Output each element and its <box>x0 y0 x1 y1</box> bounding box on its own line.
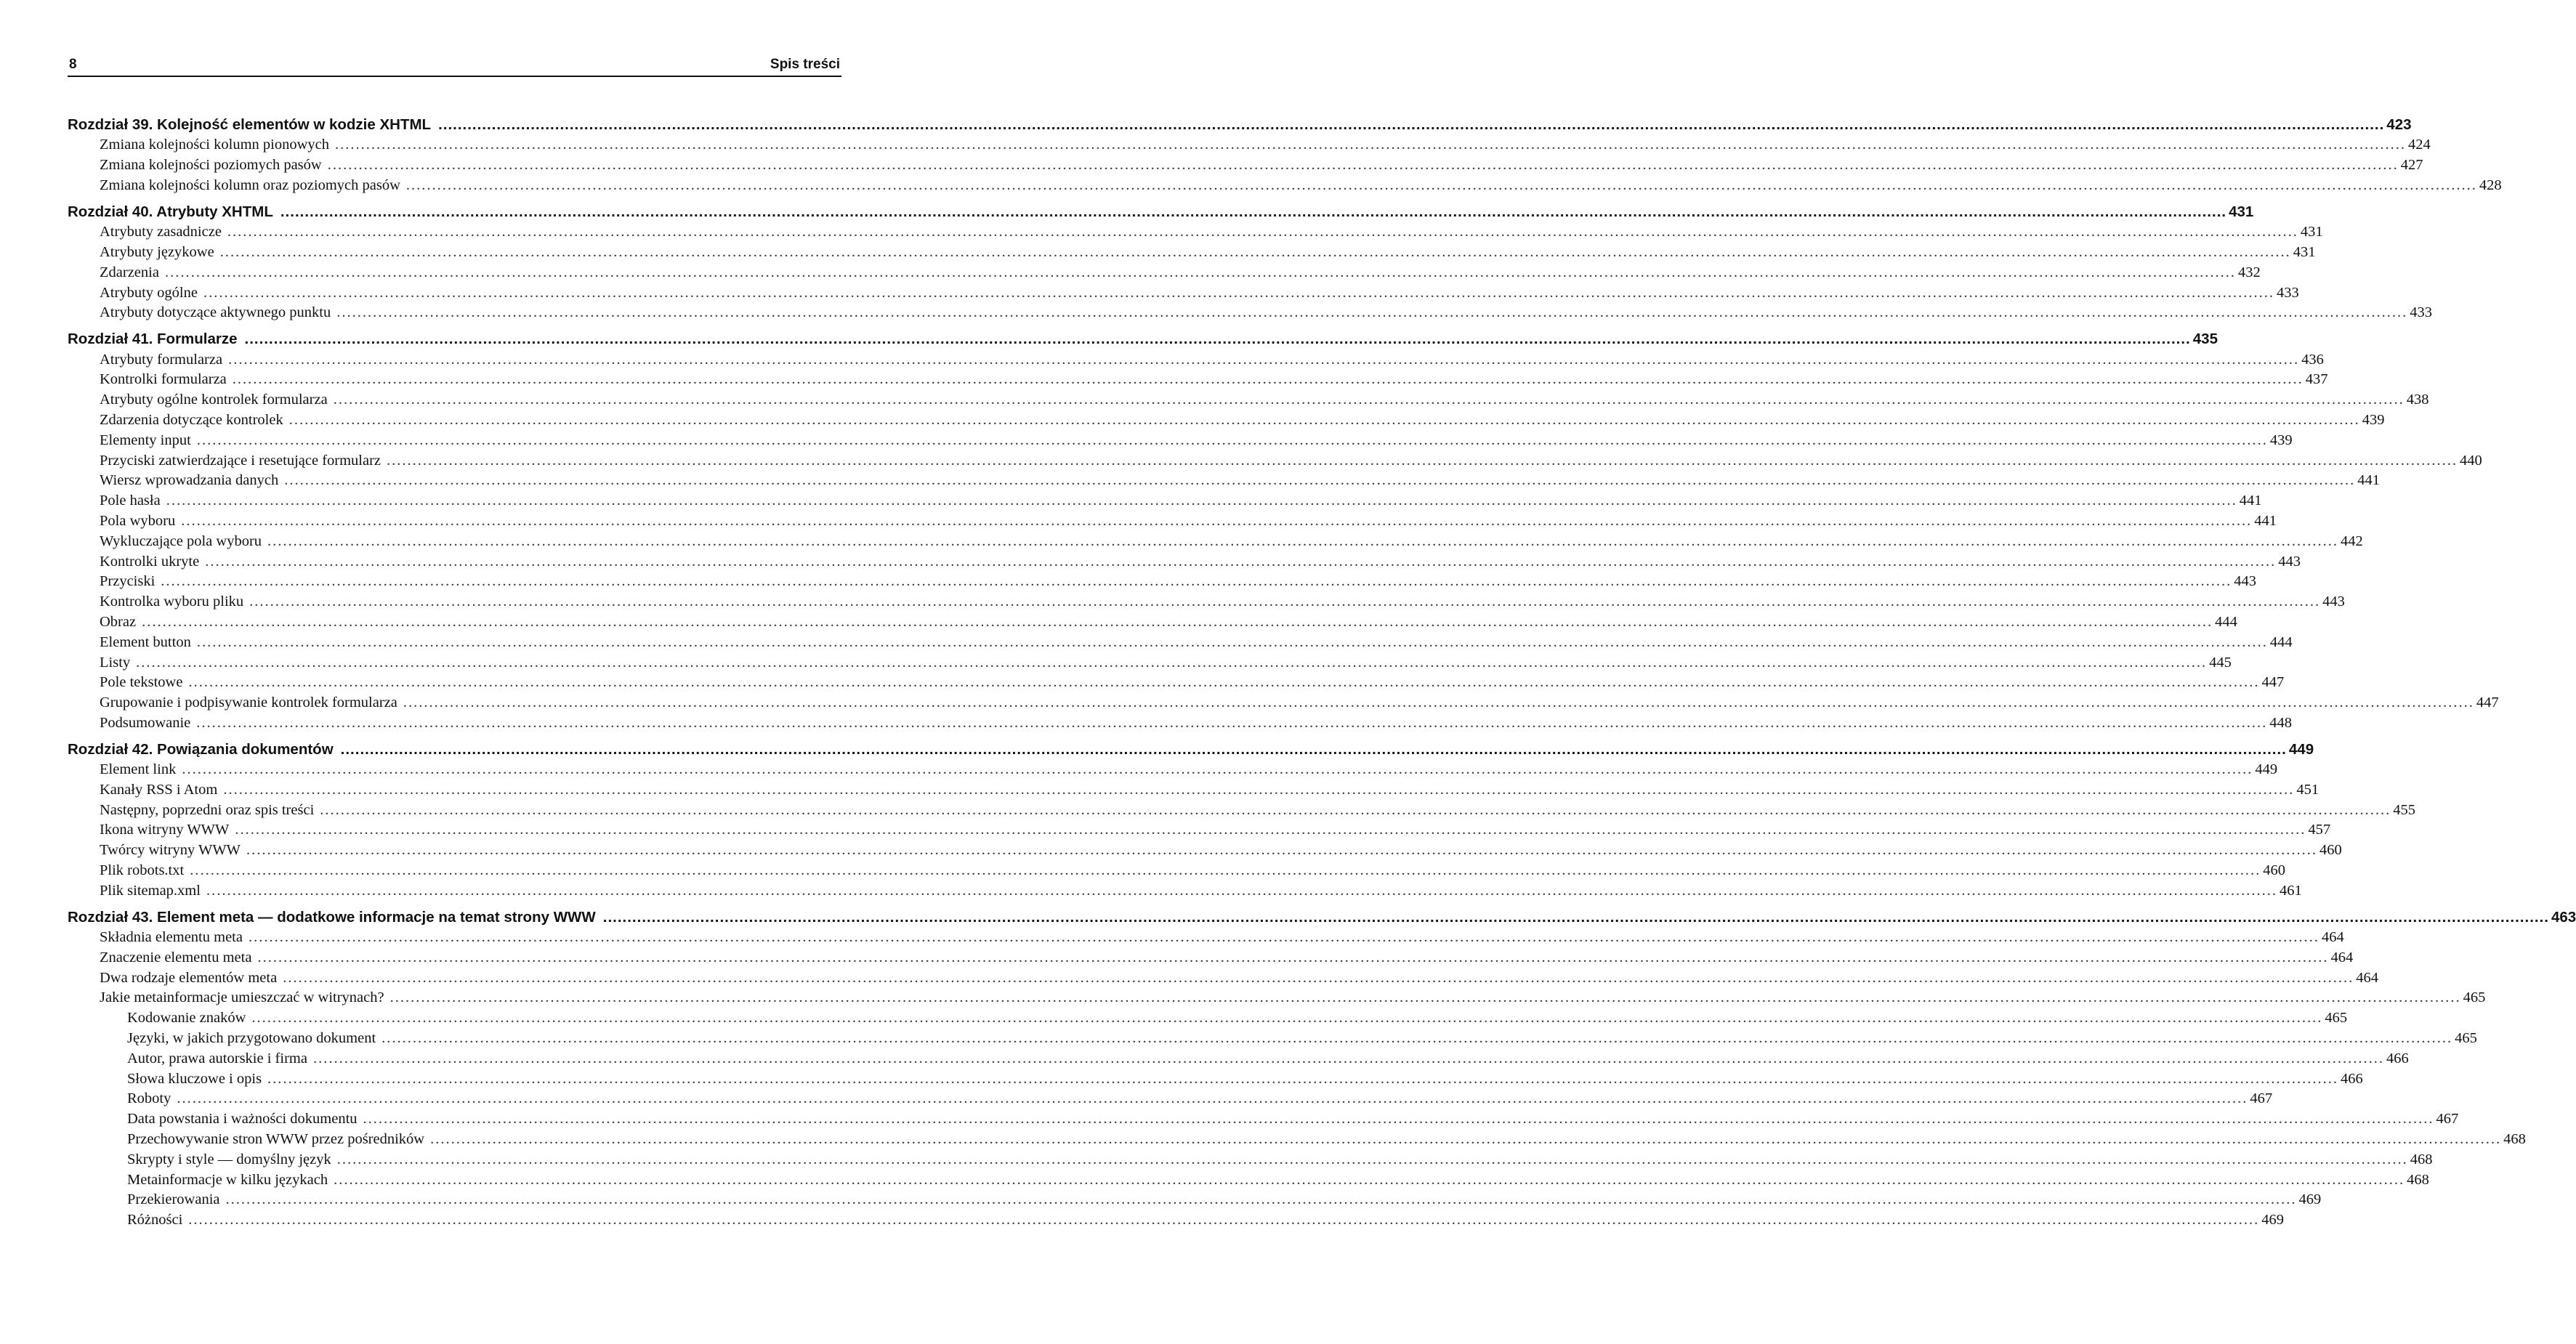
toc-section-entry <box>68 451 2482 471</box>
toc-section-entry <box>68 155 2423 176</box>
dot-leader: ................................................................................................................................................................................................................................................................................................................................................................................................................ <box>235 822 2306 838</box>
toc-section-entry <box>68 968 2378 989</box>
dot-leader: ................................................................................................................................................................................................................................................................................................................................................................................................................ <box>182 761 2253 778</box>
toc-entry-page: 439 <box>2269 432 2293 448</box>
dot-leader: ................................................................................................................................................................................................................................................................................................................................................................................................................ <box>136 654 2208 671</box>
dot-leader: ................................................................................................................................................................................................................................................................................................................................................................................................................ <box>246 842 2318 859</box>
toc-entry-page: 460 <box>2263 862 2285 879</box>
toc-entry-page: 432 <box>2237 264 2261 280</box>
toc-section-entry <box>68 713 2293 734</box>
toc-section-entry <box>68 948 2354 968</box>
dot-leader: ................................................................................................................................................................................................................................................................................................................................................................................................................ <box>166 493 2237 509</box>
toc-entry-page: 467 <box>2436 1111 2459 1128</box>
toc-entry-title: Elementy input <box>100 432 191 448</box>
dot-leader: ................................................................................................................................................................................................................................................................................................................................................................................................................ <box>363 1111 2434 1128</box>
toc-entry-page: 427 <box>2400 157 2423 174</box>
toc-entry-title: Przyciski <box>100 573 156 590</box>
toc-entry-page: 445 <box>2209 654 2232 671</box>
toc-entry-title: Pole tekstowe <box>100 674 183 691</box>
page-number: 8 <box>69 57 77 72</box>
toc-section-entry <box>68 760 2278 780</box>
toc-section-entry <box>68 283 2299 304</box>
dot-leader: ................................................................................................................................................................................................................................................................................................................................................................................................................ <box>327 157 2399 174</box>
toc-entry-title: Podsumowanie <box>100 714 191 731</box>
toc-entry-title: Kodowanie znaków <box>127 1010 246 1027</box>
dot-leader: ................................................................................................................................................................................................................................................................................................................................................................................................................ <box>205 553 2277 570</box>
toc-section-entry <box>68 861 2285 881</box>
dot-leader: ................................................................................................................................................................................................................................................................................................................................................................................................................ <box>225 1191 2297 1208</box>
toc-entry-title: Pola wyboru <box>100 512 176 529</box>
dot-leader: ................................................................................................................................................................................................................................................................................................................................................................................................................ <box>333 392 2405 408</box>
toc-entry-page: 442 <box>2341 533 2363 549</box>
toc-section-entry <box>68 176 2502 196</box>
toc-section-entry <box>68 1029 2477 1049</box>
toc-entry-title: Rozdział 39. Kolejność elementów w kodzie XHTML <box>68 116 432 133</box>
dot-leader: ................................................................................................................................................................................................................................................................................................................................................................................................................ <box>336 304 2408 321</box>
toc-section-entry <box>68 881 2302 902</box>
dot-leader: ................................................................................................................................................................................................................................................................................................................................................................................................................ <box>403 695 2474 711</box>
dot-leader: ................................................................................................................................................................................................................................................................................................................................................................................................................ <box>223 781 2295 798</box>
toc-entry-page: 457 <box>2308 822 2331 838</box>
toc-section-entry <box>68 592 2345 612</box>
toc-entry-page: 438 <box>2406 392 2429 408</box>
toc-entry-title: Atrybuty językowe <box>100 243 214 260</box>
toc-entry-page: 449 <box>2255 761 2278 778</box>
dot-leader: ................................................................................................................................................................................................................................................................................................................................................................................................................ <box>312 1050 2384 1066</box>
dot-leader: ................................................................................................................................................................................................................................................................................................................................................................................................................ <box>142 613 2213 630</box>
toc-entry-page: 467 <box>2250 1090 2273 1107</box>
toc-entry-title: Atrybuty ogólne kontrolek formularza <box>100 392 328 408</box>
toc-entry-title: Skrypty i style — domyślny język <box>127 1151 331 1167</box>
dot-leader: ................................................................................................................................................................................................................................................................................................................................................................................................................ <box>196 714 2268 731</box>
toc-section-entry <box>68 801 2416 821</box>
toc-entry-title: Listy <box>100 654 131 671</box>
toc-entry-title: Rozdział 42. Powiązania dokumentów <box>68 740 334 758</box>
toc-entry-page: 469 <box>2298 1191 2322 1208</box>
toc-entry-title: Słowa kluczowe i opis <box>127 1070 262 1087</box>
dot-leader: ................................................................................................................................................................................................................................................................................................................................................................................................................ <box>334 1171 2405 1188</box>
dot-leader: ................................................................................................................................................................................................................................................................................................................................................................................................................ <box>602 908 2549 926</box>
table-of-contents <box>68 114 2576 1231</box>
dot-leader: ................................................................................................................................................................................................................................................................................................................................................................................................................ <box>335 137 2406 153</box>
toc-section-entry <box>68 1150 2433 1170</box>
toc-section-entry <box>68 612 2237 633</box>
toc-chapter-entry <box>68 201 2254 222</box>
header-rule <box>68 76 841 77</box>
toc-entry-title: Autor, prawa autorskie i firma <box>127 1050 307 1066</box>
toc-section-entry <box>68 572 2257 592</box>
dot-leader: ................................................................................................................................................................................................................................................................................................................................................................................................................ <box>381 1030 2453 1047</box>
toc-section-entry <box>68 471 2380 491</box>
dot-leader: ................................................................................................................................................................................................................................................................................................................................................................................................................ <box>227 224 2298 240</box>
toc-section-entry <box>68 1089 2273 1109</box>
toc-entry-page: 468 <box>2410 1151 2433 1167</box>
toc-entry-page: 447 <box>2476 695 2499 711</box>
toc-entry-title: Metainformacje w kilku językach <box>127 1171 328 1188</box>
toc-entry-page: 436 <box>2301 351 2324 368</box>
toc-section-entry <box>68 431 2293 451</box>
toc-entry-title: Pole hasła <box>100 493 161 509</box>
toc-entry-title: Atrybuty ogólne <box>100 284 198 301</box>
toc-entry-page: 423 <box>2386 116 2412 133</box>
dot-leader: ................................................................................................................................................................................................................................................................................................................................................................................................................ <box>267 533 2339 549</box>
toc-entry-title: Atrybuty formularza <box>100 351 223 368</box>
toc-entry-page: 443 <box>2322 594 2345 610</box>
toc-entry-page: 465 <box>2325 1010 2348 1027</box>
toc-entry-title: Znaczenie elementu meta <box>100 949 252 966</box>
toc-entry-page: 463 <box>2551 908 2576 926</box>
toc-section-entry <box>68 135 2431 155</box>
toc-entry-title: Plik robots.txt <box>100 862 185 879</box>
dot-leader: ................................................................................................................................................................................................................................................................................................................................................................................................................ <box>267 1070 2339 1087</box>
toc-section-entry <box>68 988 2486 1008</box>
toc-entry-title: Różności <box>127 1212 183 1228</box>
toc-entry-title: Kontrolka wyboru pliku <box>100 594 244 610</box>
toc-section-entry <box>68 1170 2429 1191</box>
toc-entry-title: Zmiana kolejności kolumn pionowych <box>100 137 329 153</box>
dot-leader: ................................................................................................................................................................................................................................................................................................................................................................................................................ <box>164 264 2236 280</box>
dot-leader: ................................................................................................................................................................................................................................................................................................................................................................................................................ <box>244 331 2191 348</box>
toc-chapter-entry <box>68 114 2412 135</box>
toc-entry-page: 466 <box>2386 1050 2409 1066</box>
dot-leader: ................................................................................................................................................................................................................................................................................................................................................................................................................ <box>228 351 2300 368</box>
toc-entry-page: 455 <box>2393 801 2416 818</box>
toc-section-entry <box>68 780 2319 801</box>
toc-entry-page: 431 <box>2300 224 2323 240</box>
running-title: Spis treści <box>770 57 840 72</box>
dot-leader: ................................................................................................................................................................................................................................................................................................................................................................................................................ <box>248 929 2319 946</box>
dot-leader: ................................................................................................................................................................................................................................................................................................................................................................................................................ <box>284 472 2356 489</box>
toc-entry-page: 441 <box>2357 472 2380 489</box>
toc-section-entry <box>68 390 2429 410</box>
toc-entry-page: 443 <box>2278 553 2301 570</box>
dot-leader: ................................................................................................................................................................................................................................................................................................................................................................................................................ <box>280 203 2227 220</box>
dot-leader: ................................................................................................................................................................................................................................................................................................................................................................................................................ <box>288 411 2360 428</box>
toc-entry-page: 441 <box>2239 493 2262 509</box>
toc-entry-page: 461 <box>2279 882 2302 899</box>
toc-entry-page: 444 <box>2215 613 2237 630</box>
dot-leader: ................................................................................................................................................................................................................................................................................................................................................................................................................ <box>249 594 2321 610</box>
toc-entry-title: Rozdział 41. Formularze <box>68 331 238 348</box>
dot-leader: ................................................................................................................................................................................................................................................................................................................................................................................................................ <box>206 882 2277 899</box>
toc-entry-title: Następny, poprzedni oraz spis treści <box>100 801 315 818</box>
toc-section-entry <box>68 653 2232 673</box>
dot-leader: ................................................................................................................................................................................................................................................................................................................................................................................................................ <box>257 949 2329 966</box>
toc-entry-page: 443 <box>2234 573 2257 590</box>
toc-entry-title: Zmiana kolejności poziomych pasów <box>100 157 322 174</box>
toc-chapter-entry <box>68 739 2314 760</box>
toc-entry-page: 464 <box>2330 949 2354 966</box>
dot-leader: ................................................................................................................................................................................................................................................................................................................................................................................................................ <box>190 862 2261 879</box>
toc-entry-page: 433 <box>2410 304 2432 321</box>
toc-entry-title: Przechowywanie stron WWW przez pośredników <box>127 1131 425 1148</box>
toc-section-entry <box>68 263 2261 283</box>
dot-leader: ................................................................................................................................................................................................................................................................................................................................................................................................................ <box>232 371 2304 388</box>
toc-entry-page: 449 <box>2288 740 2314 758</box>
toc-section-entry <box>68 303 2432 323</box>
toc-chapter-entry <box>68 907 2576 928</box>
toc-entry-title: Ikona witryny WWW <box>100 822 230 838</box>
toc-entry-page: 444 <box>2269 633 2293 650</box>
toc-entry-title: Wykluczające pola wyboru <box>100 533 262 549</box>
toc-entry-title: Obraz <box>100 613 137 630</box>
toc-section-entry <box>68 841 2342 861</box>
toc-entry-title: Kontrolki formularza <box>100 371 227 388</box>
toc-entry-title: Wiersz wprowadzania danych <box>100 472 279 489</box>
toc-section-entry <box>68 693 2499 713</box>
dot-leader: ................................................................................................................................................................................................................................................................................................................................................................................................................ <box>177 1090 2248 1107</box>
toc-entry-page: 447 <box>2261 674 2285 691</box>
dot-leader: ................................................................................................................................................................................................................................................................................................................................................................................................................ <box>188 1212 2260 1228</box>
toc-entry-page: 440 <box>2460 452 2482 469</box>
toc-entry-page: 466 <box>2341 1070 2363 1087</box>
toc-entry-page: 431 <box>2293 243 2316 260</box>
toc-entry-title: Składnia elementu meta <box>100 929 243 946</box>
toc-entry-title: Zdarzenia <box>100 264 159 280</box>
toc-section-entry <box>68 1210 2285 1231</box>
toc-entry-title: Jakie metainformacje umieszczać w witrynach? <box>100 989 384 1006</box>
toc-section-entry <box>68 820 2331 841</box>
dot-leader: ................................................................................................................................................................................................................................................................................................................................................................................................................ <box>196 432 2268 448</box>
toc-section-entry <box>68 1190 2322 1210</box>
toc-section-entry <box>68 552 2301 572</box>
toc-entry-title: Element button <box>100 633 191 650</box>
dot-leader: ................................................................................................................................................................................................................................................................................................................................................................................................................ <box>181 512 2253 529</box>
toc-entry-page: 441 <box>2254 512 2277 529</box>
toc-entry-title: Dwa rodzaje elementów meta <box>100 969 278 986</box>
toc-entry-page: 437 <box>2305 371 2328 388</box>
toc-entry-page: 424 <box>2408 137 2431 153</box>
toc-section-entry <box>68 673 2285 693</box>
toc-entry-title: Kanały RSS i Atom <box>100 781 218 798</box>
toc-entry-page: 431 <box>2229 203 2254 220</box>
toc-entry-page: 451 <box>2296 781 2319 798</box>
toc-entry-page: 469 <box>2261 1212 2285 1228</box>
toc-section-entry <box>68 350 2324 371</box>
toc-entry-title: Grupowanie i podpisywanie kontrolek formularza <box>100 695 397 711</box>
toc-entry-title: Plik sitemap.xml <box>100 882 201 899</box>
toc-entry-title: Data powstania i ważności dokumentu <box>127 1111 358 1128</box>
toc-entry-page: 468 <box>2503 1131 2526 1148</box>
toc-entry-page: 428 <box>2479 177 2502 193</box>
toc-chapter-entry <box>68 328 2218 349</box>
toc-section-entry <box>68 370 2328 390</box>
toc-entry-title: Element link <box>100 761 177 778</box>
toc-entry-title: Przekierowania <box>127 1191 220 1208</box>
toc-section-entry <box>68 1130 2526 1150</box>
toc-entry-page: 448 <box>2269 714 2293 731</box>
toc-entry-page: 464 <box>2321 929 2344 946</box>
toc-entry-title: Rozdział 43. Element meta — dodatkowe informacje na temat strony WWW <box>68 908 596 926</box>
toc-section-entry <box>68 1109 2459 1130</box>
toc-entry-title: Przyciski zatwierdzające i resetujące formularz <box>100 452 381 469</box>
dot-leader: ................................................................................................................................................................................................................................................................................................................................................................................................................ <box>387 452 2458 469</box>
toc-section-entry <box>68 410 2385 431</box>
toc-entry-page: 435 <box>2192 331 2218 348</box>
toc-entry-page: 468 <box>2407 1171 2429 1188</box>
toc-section-entry <box>68 633 2293 653</box>
toc-section-entry <box>68 491 2262 511</box>
dot-leader: ................................................................................................................................................................................................................................................................................................................................................................................................................ <box>196 633 2268 650</box>
toc-entry-title: Zmiana kolejności kolumn oraz poziomych pasów <box>100 177 400 193</box>
dot-leader: ................................................................................................................................................................................................................................................................................................................................................................................................................ <box>320 801 2391 818</box>
toc-entry-page: 460 <box>2319 842 2342 859</box>
dot-leader: ................................................................................................................................................................................................................................................................................................................................................................................................................ <box>251 1010 2323 1027</box>
dot-leader: ................................................................................................................................................................................................................................................................................................................................................................................................................ <box>405 177 2477 193</box>
toc-entry-title: Zdarzenia dotyczące kontrolek <box>100 411 283 428</box>
dot-leader: ................................................................................................................................................................................................................................................................................................................................................................................................................ <box>336 1151 2408 1167</box>
toc-entry-title: Roboty <box>127 1090 171 1107</box>
toc-section-entry <box>68 1049 2409 1069</box>
toc-entry-page: 465 <box>2455 1030 2477 1047</box>
dot-leader: ................................................................................................................................................................................................................................................................................................................................................................................................................ <box>219 243 2291 260</box>
toc-section-entry <box>68 532 2363 552</box>
toc-entry-title: Kontrolki ukryte <box>100 553 200 570</box>
toc-entry-title: Twórcy witryny WWW <box>100 842 241 859</box>
dot-leader: ................................................................................................................................................................................................................................................................................................................................................................................................................ <box>430 1131 2502 1148</box>
toc-section-entry <box>68 1008 2348 1029</box>
toc-entry-page: 465 <box>2463 989 2486 1006</box>
toc-section-entry <box>68 222 2323 243</box>
dot-leader: ................................................................................................................................................................................................................................................................................................................................................................................................................ <box>438 116 2385 133</box>
dot-leader: ................................................................................................................................................................................................................................................................................................................................................................................................................ <box>188 674 2260 691</box>
toc-section-entry <box>68 1069 2363 1090</box>
toc-section-entry <box>68 511 2277 532</box>
dot-leader: ................................................................................................................................................................................................................................................................................................................................................................................................................ <box>340 740 2287 758</box>
toc-entry-page: 439 <box>2362 411 2385 428</box>
toc-entry-page: 433 <box>2276 284 2299 301</box>
dot-leader: ................................................................................................................................................................................................................................................................................................................................................................................................................ <box>389 989 2461 1006</box>
toc-entry-title: Rozdział 40. Atrybuty XHTML <box>68 203 273 220</box>
dot-leader: ................................................................................................................................................................................................................................................................................................................................................................................................................ <box>161 573 2232 590</box>
page-header <box>68 55 841 77</box>
toc-entry-page: 464 <box>2356 969 2378 986</box>
toc-entry-title: Atrybuty zasadnicze <box>100 224 222 240</box>
dot-leader: ................................................................................................................................................................................................................................................................................................................................................................................................................ <box>203 284 2274 301</box>
toc-entry-title: Atrybuty dotyczące aktywnego punktu <box>100 304 331 321</box>
toc-section-entry <box>68 928 2344 948</box>
toc-entry-title: Języki, w jakich przygotowano dokument <box>127 1030 376 1047</box>
toc-section-entry <box>68 243 2316 263</box>
dot-leader: ................................................................................................................................................................................................................................................................................................................................................................................................................ <box>283 969 2354 986</box>
